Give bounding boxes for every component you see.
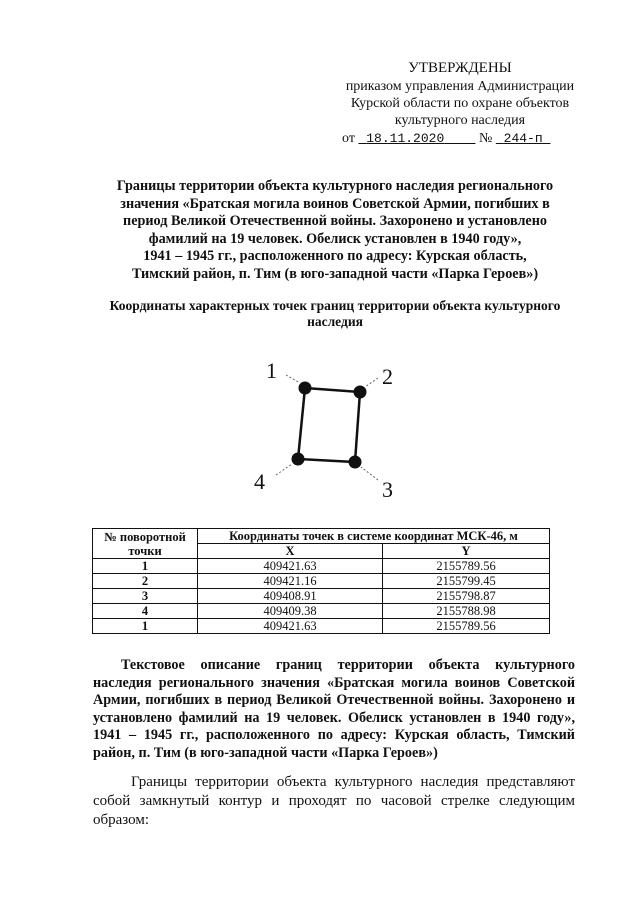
boundary-description <box>93 657 575 762</box>
boundary-scheme <box>240 350 420 500</box>
date-prefix: от <box>342 131 355 146</box>
point-marker-3 <box>349 456 362 469</box>
header-point: № поворотной точки <box>93 529 198 559</box>
approval-line-1: приказом управления Администрации <box>345 79 575 94</box>
document-title <box>80 178 590 283</box>
point-cell: 4 <box>93 604 198 619</box>
coordinates-table <box>92 528 550 634</box>
title-line: значения «Братская могила воинов Советской Армии, погибших в <box>120 195 550 212</box>
boundary-contour <box>298 388 360 462</box>
point-marker-1 <box>299 382 312 395</box>
table-row <box>93 604 550 619</box>
point-cell: 3 <box>93 589 198 604</box>
table-row <box>93 559 550 574</box>
point-cell: 1 <box>93 559 198 574</box>
title-line: Границы территории объекта культурного наследия регионального <box>116 178 554 194</box>
header-x: X <box>198 544 383 559</box>
point-marker-4 <box>292 453 305 466</box>
body-paragraph: Границы территории объекта культурного наследия представляют собой замкнутый контур и проходят по часовой стрелке следующим образом: <box>93 774 575 828</box>
order-number: 244-п <box>503 131 543 146</box>
leader-line-1 <box>286 375 300 383</box>
x-cell: 409421.16 <box>198 574 383 589</box>
body-paragraph-block <box>93 773 575 830</box>
x-cell: 409421.63 <box>198 559 383 574</box>
table-row <box>93 589 550 604</box>
x-cell: 409408.91 <box>198 589 383 604</box>
point-label-4: 4 <box>254 469 265 494</box>
leader-line-3 <box>361 467 378 480</box>
number-prefix: № <box>478 131 493 146</box>
x-cell: 409421.63 <box>198 619 383 634</box>
leader-line-2 <box>365 378 378 387</box>
header-y: Y <box>383 544 550 559</box>
subtitle-line: Координаты характерных точек границ территории объекта культурного <box>109 298 561 313</box>
y-cell: 2155789.56 <box>383 619 550 634</box>
description-paragraph: Текстовое описание границ территории объекта культурного наследия регионального значения «Братская могила воинов Советской Армии, погибших в период Великой Отечественной войны. Захоронено и установлено фамилий на 19 человек. Обелиск установлен в 1940 году», 1941 – 1945 гг., расположенного по адресу: Курская область, Тимский район, п. Тим (в юго-западной части «Парка Героев») <box>93 657 575 761</box>
point-label-2: 2 <box>382 364 393 389</box>
subtitle-line: наследия <box>307 314 363 329</box>
approval-line-2: Курской области по охране объектов <box>350 96 570 111</box>
title-line: фамилий на 19 человек. Обелиск установлен в 1940 году», <box>148 230 522 247</box>
approval-line-3: культурного наследия <box>394 113 526 128</box>
title-line: Тимский район, п. Тим (в юго-западной части «Парка Героев») <box>131 265 539 282</box>
point-label-1: 1 <box>266 358 277 383</box>
point-label-3: 3 <box>382 477 393 500</box>
leader-line-4 <box>276 464 292 475</box>
table-row <box>93 619 550 634</box>
point-cell: 2 <box>93 574 198 589</box>
y-cell: 2155799.45 <box>383 574 550 589</box>
title-line: 1941 – 1945 гг., расположенного по адресу: Курская область, <box>143 248 527 264</box>
table-row <box>93 574 550 589</box>
point-marker-2 <box>354 386 367 399</box>
y-cell: 2155788.98 <box>383 604 550 619</box>
header-coords: Координаты точек в системе координат МСК-46, м <box>198 529 550 544</box>
coordinates-subtitle <box>80 298 590 330</box>
order-date: 18.11.2020 <box>366 131 445 146</box>
point-cell: 1 <box>93 619 198 634</box>
order-date-number <box>330 130 590 147</box>
approval-block <box>330 60 590 147</box>
x-cell: 409409.38 <box>198 604 383 619</box>
y-cell: 2155798.87 <box>383 589 550 604</box>
approval-heading: УТВЕРЖДЕНЫ <box>408 60 512 76</box>
title-line: период Великой Отечественной войны. Захоронено и установлено <box>123 213 547 229</box>
y-cell: 2155789.56 <box>383 559 550 574</box>
